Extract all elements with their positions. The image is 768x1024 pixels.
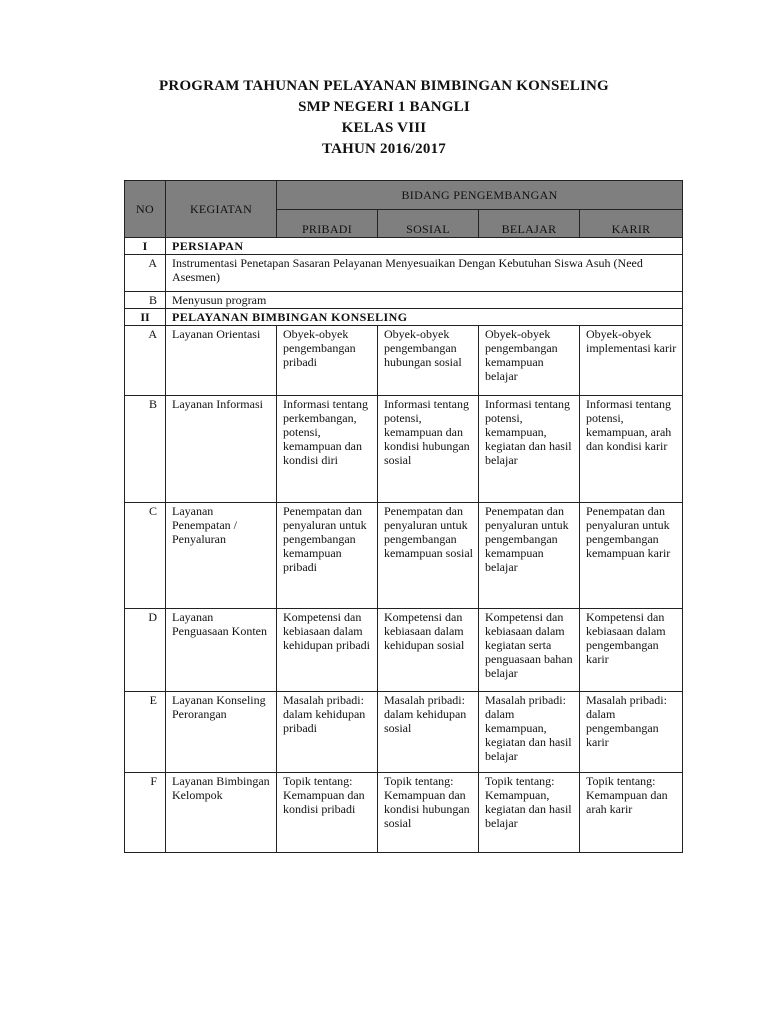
kegiatan-cell: Layanan Penguasaan Konten xyxy=(166,609,277,692)
pribadi-cell: Masalah pribadi: dalam kehidupan pribadi xyxy=(277,692,378,773)
header-pribadi: PRIBADI xyxy=(277,210,378,238)
sosial-cell: Topik tentang: Kemampuan dan kondisi hubungan sosial xyxy=(378,773,479,853)
belajar-cell: Kompetensi dan kebiasaan dalam kegiatan serta penguasaan bahan belajar xyxy=(479,609,580,692)
section-number: I xyxy=(125,238,166,255)
table-row xyxy=(125,255,683,292)
karir-cell: Kompetensi dan kebiasaan dalam pengembangan karir xyxy=(580,609,683,692)
row-number: E xyxy=(125,692,166,773)
title-program: PROGRAM TAHUNAN PELAYANAN BIMBINGAN KONSELING xyxy=(159,78,609,94)
header-karir: KARIR xyxy=(580,210,683,238)
table-row xyxy=(125,609,683,692)
pribadi-cell: Informasi tentang perkembangan, potensi, kemampuan dan kondisi diri xyxy=(277,396,378,503)
belajar-cell: Obyek-obyek pengembangan kemampuan belajar xyxy=(479,326,580,396)
section-title: PERSIAPAN xyxy=(166,238,683,255)
section-title: PELAYANAN BIMBINGAN KONSELING xyxy=(166,309,683,326)
karir-cell: Informasi tentang potensi, kemampuan, arah dan kondisi karir xyxy=(580,396,683,503)
title-school: SMP NEGERI 1 BANGLI xyxy=(298,99,470,115)
table-row xyxy=(125,396,683,503)
header-bidang-pengembangan: BIDANG PENGEMBANGAN xyxy=(277,181,683,210)
section-number: II xyxy=(125,309,166,326)
belajar-cell: Topik tentang: Kemampuan, kegiatan dan hasil belajar xyxy=(479,773,580,853)
table-row xyxy=(125,326,683,396)
pribadi-cell: Penempatan dan penyaluran untuk pengembangan kemampuan pribadi xyxy=(277,503,378,609)
sosial-cell: Obyek-obyek pengembangan hubungan sosial xyxy=(378,326,479,396)
row-number: C xyxy=(125,503,166,609)
karir-cell: Penempatan dan penyaluran untuk pengembangan kemampuan karir xyxy=(580,503,683,609)
sosial-cell: Penempatan dan penyaluran untuk pengembangan kemampuan sosial xyxy=(378,503,479,609)
kegiatan-cell: Layanan Informasi xyxy=(166,396,277,503)
row-number: B xyxy=(125,292,166,309)
header-sosial: SOSIAL xyxy=(378,210,479,238)
program-table xyxy=(124,180,683,853)
activity-text: Instrumentasi Penetapan Sasaran Pelayanan Menyesuaikan Dengan Kebutuhan Siswa Asuh (Need Asesmen) xyxy=(166,255,683,292)
header-no: NO xyxy=(125,181,166,238)
karir-cell: Topik tentang: Kemampuan dan arah karir xyxy=(580,773,683,853)
pribadi-cell: Kompetensi dan kebiasaan dalam kehidupan pribadi xyxy=(277,609,378,692)
row-number: B xyxy=(125,396,166,503)
sosial-cell: Kompetensi dan kebiasaan dalam kehidupan sosial xyxy=(378,609,479,692)
section-row-pelayanan xyxy=(125,309,683,326)
table-row xyxy=(125,503,683,609)
karir-cell: Masalah pribadi: dalam pengembangan karir xyxy=(580,692,683,773)
table-row xyxy=(125,692,683,773)
kegiatan-cell: Layanan Bimbingan Kelompok xyxy=(166,773,277,853)
belajar-cell: Masalah pribadi: dalam kemampuan, kegiatan dan hasil belajar xyxy=(479,692,580,773)
title-class: KELAS VIII xyxy=(341,120,427,136)
row-number: A xyxy=(125,255,166,292)
header-belajar: BELAJAR xyxy=(479,210,580,238)
pribadi-cell: Topik tentang: Kemampuan dan kondisi pribadi xyxy=(277,773,378,853)
kegiatan-cell: Layanan Penempatan / Penyaluran xyxy=(166,503,277,609)
header-kegiatan: KEGIATAN xyxy=(166,181,277,238)
title-year: TAHUN 2016/2017 xyxy=(322,141,446,157)
karir-cell: Obyek-obyek implementasi karir xyxy=(580,326,683,396)
table-row xyxy=(125,773,683,853)
kegiatan-cell: Layanan Orientasi xyxy=(166,326,277,396)
belajar-cell: Penempatan dan penyaluran untuk pengembangan kemampuan belajar xyxy=(479,503,580,609)
document-title xyxy=(0,76,768,160)
sosial-cell: Masalah pribadi: dalam kehidupan sosial xyxy=(378,692,479,773)
sosial-cell: Informasi tentang potensi, kemampuan dan kondisi hubungan sosial xyxy=(378,396,479,503)
belajar-cell: Informasi tentang potensi, kemampuan, kegiatan dan hasil belajar xyxy=(479,396,580,503)
table-row xyxy=(125,292,683,309)
row-number: F xyxy=(125,773,166,853)
row-number: D xyxy=(125,609,166,692)
kegiatan-cell: Layanan Konseling Perorangan xyxy=(166,692,277,773)
pribadi-cell: Obyek-obyek pengembangan pribadi xyxy=(277,326,378,396)
row-number: A xyxy=(125,326,166,396)
section-row-persiapan xyxy=(125,238,683,255)
activity-text: Menyusun program xyxy=(166,292,683,309)
